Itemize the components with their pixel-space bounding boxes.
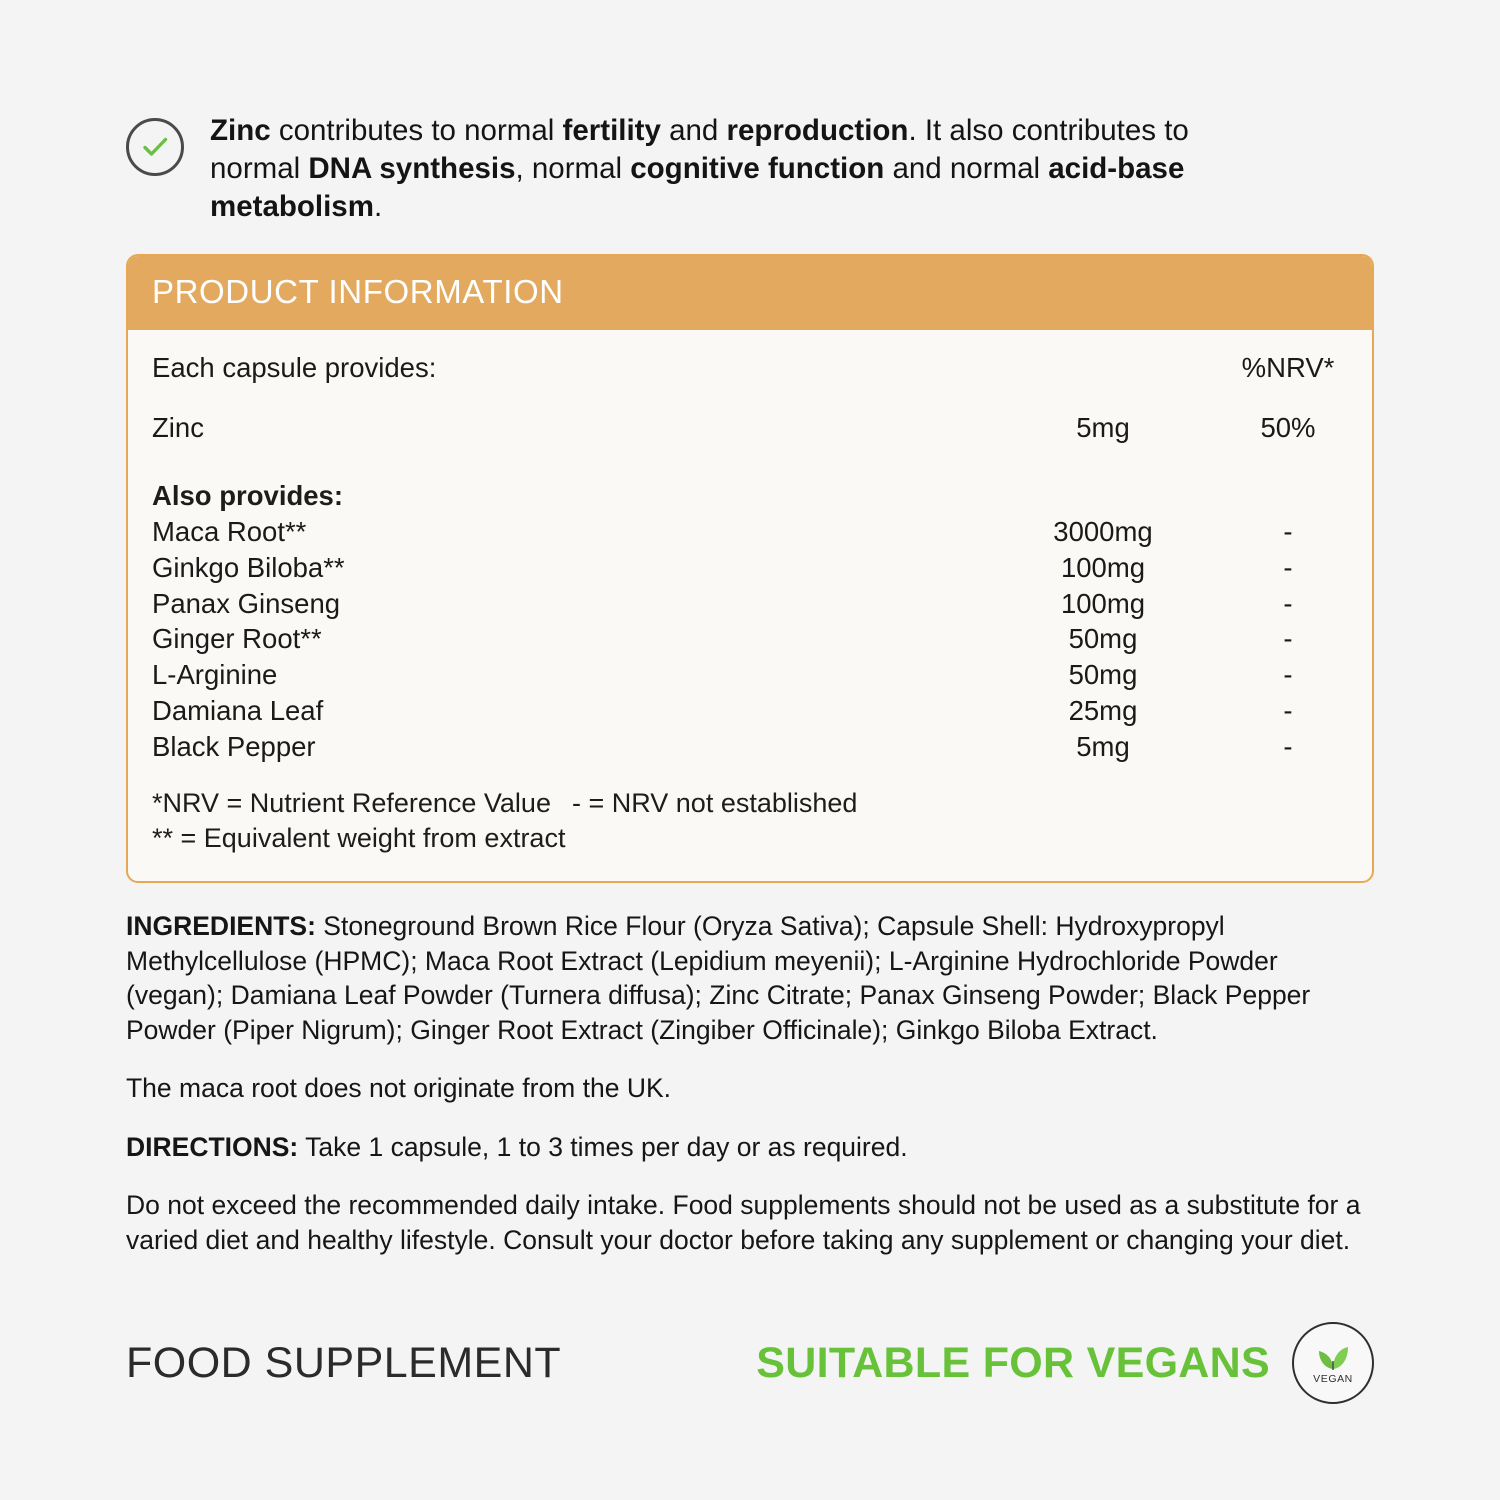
nutrient-nrv: -	[1283, 516, 1293, 548]
footnote-nrv-not-established: - = NRV not established	[572, 788, 858, 819]
also-provides-label: Also provides:	[152, 480, 344, 512]
nutrient-name: L-Arginine	[152, 659, 278, 691]
nutrient-nrv: -	[1283, 587, 1293, 619]
nutrient-name: Zinc	[152, 412, 204, 444]
disclaimer-text: Do not exceed the recommended daily intake. Food supplements should not be used as a substitute for a varied diet and healthy lifestyle. Consult your doctor before taking any supplement or changing your diet.	[126, 1190, 1361, 1255]
table-row	[152, 514, 1348, 550]
nutrient-amount: 3000mg	[1053, 516, 1153, 548]
table-row	[152, 729, 1348, 765]
origin-note: The maca root does not originate from the UK.	[126, 1073, 671, 1104]
zinc-claim-text: Zinc contributes to normal fertility and reproduction. It also contributes to normal DNA synthesis, normal cognitive function and normal acid-base metabolism.	[210, 114, 1189, 224]
nutrient-amount: 50mg	[1068, 623, 1138, 655]
nutrient-nrv: 50%	[1260, 412, 1316, 444]
suitable-for-vegans-label: SUITABLE FOR VEGANS	[756, 1338, 1270, 1387]
table-row	[152, 412, 1348, 444]
panel-footnotes	[152, 786, 1348, 855]
nutrient-nrv: -	[1283, 694, 1293, 726]
footnote-nrv-definition: *NRV = Nutrient Reference Value	[152, 788, 551, 819]
table-header-row	[152, 352, 1348, 384]
check-circle-icon	[126, 118, 184, 176]
vegan-badge	[1292, 1322, 1374, 1404]
table-row	[152, 550, 1348, 586]
vegan-badge-caption: VEGAN	[1313, 1373, 1353, 1385]
table-row	[152, 586, 1348, 622]
panel-body	[128, 330, 1372, 881]
nutrient-amount: 25mg	[1068, 694, 1138, 726]
directions-block	[126, 1130, 1374, 1164]
nutrient-amount: 50mg	[1068, 659, 1138, 691]
nutrient-nrv: -	[1283, 659, 1293, 691]
label-footer	[126, 1322, 1374, 1404]
nutrient-name: Ginkgo Biloba**	[152, 551, 345, 583]
table-row	[152, 693, 1348, 729]
table-row	[152, 621, 1348, 657]
each-capsule-provides-label: Each capsule provides:	[152, 352, 437, 384]
nutrient-amount: 5mg	[1076, 412, 1130, 444]
nutrient-amount: 100mg	[1060, 551, 1146, 583]
nutrient-name: Damiana Leaf	[152, 694, 324, 726]
directions-text: Take 1 capsule, 1 to 3 times per day or as required.	[298, 1131, 908, 1162]
ingredients-label: INGREDIENTS:	[126, 911, 316, 942]
nutrient-nrv: -	[1283, 623, 1293, 655]
nutrient-amount: 100mg	[1060, 587, 1146, 619]
ingredients-block	[126, 909, 1374, 1047]
vegan-group	[756, 1322, 1374, 1404]
nutrient-amount: 5mg	[1076, 730, 1130, 762]
nutrient-nrv: -	[1283, 730, 1293, 762]
zinc-claim	[126, 0, 1374, 226]
nutrient-name: Maca Root**	[152, 516, 307, 548]
nutrient-name: Black Pepper	[152, 730, 316, 762]
nutrient-nrv: -	[1283, 551, 1293, 583]
panel-title: PRODUCT INFORMATION	[128, 256, 1372, 330]
leaf-icon	[1314, 1341, 1352, 1371]
also-provides-list	[152, 514, 1348, 764]
ingredients-text: Stoneground Brown Rice Flour (Oryza Sativa); Capsule Shell: Hydroxypropyl Methylcellulose (HPMC); Maca Root Extract (Lepidium meyenii); L-Arginine Hydrochloride Powder (vegan); Damiana Leaf Powder (Turnera diffusa); Zinc Citrate; Panax Ginseng Powder; Black Pepper Powder (Piper Nigrum); Ginger Root Extract (Zingiber Officinale); Ginkgo Biloba Extract.	[126, 911, 1311, 1045]
footnote-equivalent-weight: ** = Equivalent weight from extract	[152, 822, 566, 853]
product-information-panel	[126, 254, 1374, 883]
directions-label: DIRECTIONS:	[126, 1131, 299, 1162]
food-supplement-label: FOOD SUPPLEMENT	[126, 1338, 562, 1387]
table-row	[152, 657, 1348, 693]
nrv-header: %NRV*	[1241, 352, 1335, 384]
nutrient-name: Panax Ginseng	[152, 587, 341, 619]
nutrient-name: Ginger Root**	[152, 623, 322, 655]
